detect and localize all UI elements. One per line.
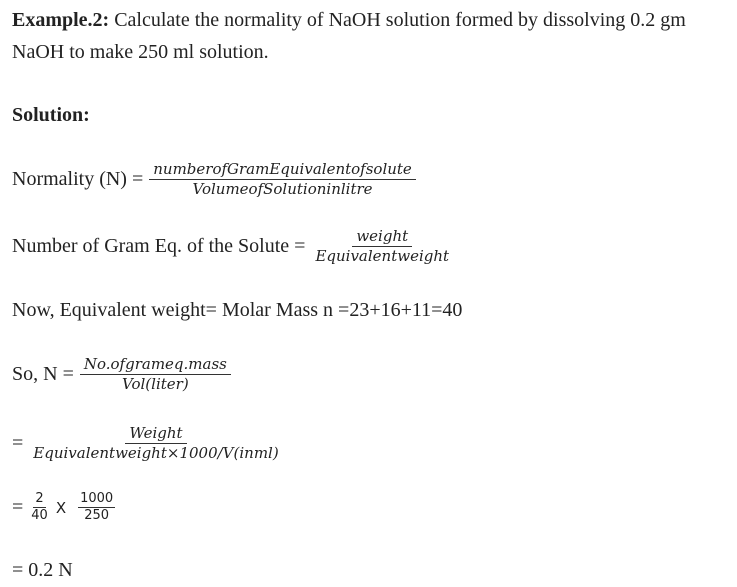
so-n-fraction <box>80 355 231 394</box>
so-n-equation <box>12 355 231 394</box>
gram-eq-denominator: Equivalentweight <box>315 247 450 265</box>
solution-heading: Solution: <box>12 104 90 126</box>
normality-denominator: VolumeofSolutioninlitre <box>192 180 373 198</box>
gram-eq-equation <box>12 227 453 266</box>
calc-fraction-1-denominator: 40 <box>31 508 48 523</box>
equivalent-weight-line: Now, Equivalent weight= Molar Mass n =23+16+11=40 <box>12 299 463 321</box>
weight-denominator: Equivalentweight×1000/V(inml) <box>33 444 279 462</box>
example-line-2: NaOH to make 250 ml solution. <box>12 41 269 63</box>
normality-equation <box>12 160 416 199</box>
gram-eq-fraction <box>311 227 453 266</box>
weight-fraction <box>29 424 282 463</box>
so-n-lhs: So, N = <box>12 363 74 385</box>
weight-lhs: = <box>12 432 24 454</box>
weight-equation <box>12 424 283 463</box>
so-n-numerator: No.ofgrameq.mass <box>80 355 231 375</box>
calc-fraction-2-numerator: 1000 <box>80 491 114 506</box>
calc-fraction-2 <box>78 491 115 524</box>
example-line-1 <box>12 8 686 32</box>
calc-fraction-2-denominator: 250 <box>84 508 110 523</box>
gram-eq-lhs: Number of Gram Eq. of the Solute = <box>12 235 306 257</box>
normality-numerator: numberofGramEquivalentofsolute <box>149 160 416 180</box>
so-n-denominator: Vol(liter) <box>122 375 189 393</box>
calculation-equation <box>12 491 115 524</box>
example-label: Example.2: <box>12 9 110 31</box>
result-line: = 0.2 N <box>12 559 73 581</box>
gram-eq-numerator: weight <box>352 227 412 247</box>
normality-lhs: Normality (N) = <box>12 168 144 190</box>
times-sign: X <box>55 498 67 517</box>
example-text-1: Calculate the normality of NaOH solution formed by dissolving 0.2 gm <box>109 9 686 31</box>
calc-fraction-1-numerator: 2 <box>35 491 44 506</box>
calc-fraction-1 <box>29 491 50 524</box>
calc-lhs: = <box>12 496 24 518</box>
normality-fraction <box>149 160 416 199</box>
weight-numerator: Weight <box>125 424 186 444</box>
